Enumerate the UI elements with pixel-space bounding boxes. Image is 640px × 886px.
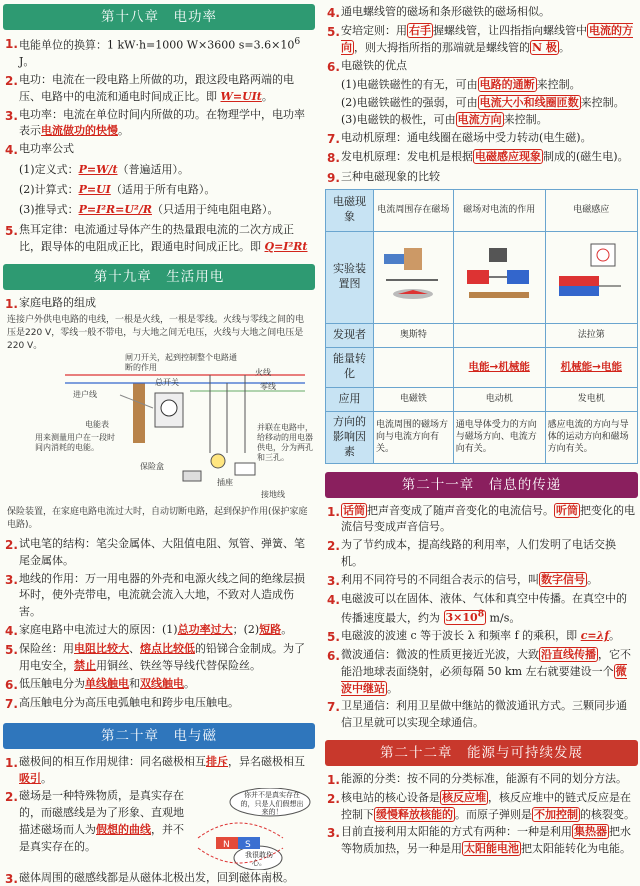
bubble-text: 你并不是真实存在的，只是人们假想出来的！ — [240, 791, 304, 817]
item-text: ，它不能沿地球表面绕射，必须每隔 50 km 左右就要建设一个 — [341, 648, 631, 678]
formula: W=UIt — [220, 89, 262, 103]
item-text: 发电机原理：发电机是根据 — [341, 150, 473, 164]
table-cell: 机械能→电能 — [545, 347, 637, 387]
item-number: 1. — [5, 296, 18, 311]
item-text: (1)电磁铁磁性的有无，可由 — [341, 77, 478, 91]
answer-text: 听筒 — [556, 503, 578, 517]
chapter-19-banner: 第十九章 生活用电 — [3, 264, 315, 290]
item-text: ，核反应堆中的链式反应是在控制下 — [341, 791, 631, 821]
item-text: (2)电磁铁磁性的强弱，可由 — [341, 95, 478, 109]
label-meter-desc: 用来测量用户在一段时间内消耗的电能。 — [35, 433, 115, 453]
answer-text: 不加控制 — [534, 807, 578, 821]
answer-text: 3×10 — [445, 611, 478, 625]
item-text: 电磁铁的优点 — [341, 58, 407, 72]
table-cell: 感应电流的方向与导体的运动方向和磁场方向有关。 — [545, 411, 637, 463]
row-header: 电磁现象 — [326, 189, 374, 231]
label-socket: 插座 — [217, 478, 233, 488]
item-number: 4. — [327, 6, 340, 20]
item-text: (2)计算式： — [19, 182, 79, 196]
answer-text: 假想的曲线 — [96, 822, 151, 836]
meter-dial — [161, 400, 177, 416]
row-header: 发现者 — [326, 323, 374, 347]
item-text: 。 — [184, 676, 195, 690]
list-item — [3, 35, 315, 71]
sub-item — [3, 162, 315, 179]
label-fuse-box: 保险盒 — [140, 462, 164, 472]
sub-item — [3, 182, 315, 199]
list-item — [325, 130, 638, 148]
table-row — [326, 231, 638, 323]
item-number: 9. — [327, 170, 340, 185]
item-number: 2. — [5, 790, 18, 805]
wall-board — [133, 383, 145, 443]
item-text: 磁体周围的磁感线都是从磁体北极出发，回到磁体南极。 — [19, 871, 294, 885]
list-item — [3, 695, 315, 713]
item-number: 6. — [327, 59, 340, 74]
table-row — [326, 189, 638, 231]
item-text: 能源的分类：按不同的分类标准，能源有不同的划分方法。 — [341, 771, 627, 785]
item-text: 试电笔的结构：笔尖金属体、大阻值电阻、氖管、弹簧、笔尾金属体。 — [19, 537, 305, 567]
item-text: ，并不是真实存在的。 — [19, 822, 184, 853]
item-text: 微波通信：微波的性质更接近光波，大致 — [341, 648, 539, 662]
formula: P=W/t — [78, 163, 118, 177]
item-text: 通电螺线管的磁场和条形磁铁的磁场相似。 — [341, 5, 550, 18]
answer-text: 禁止 — [74, 658, 96, 672]
item-text: 。 — [281, 622, 293, 636]
list-item — [3, 72, 315, 105]
table-cell — [453, 323, 545, 347]
item-text: 电动机原理：通电线圈在磁场中受力转动(电生磁)。 — [341, 131, 592, 145]
item-text: 电磁波可以在固体、液体、气体和真空中传播。在真空中的传播速度最大，约为 — [341, 591, 627, 625]
answer-text: 吸引 — [19, 771, 41, 785]
list-item — [325, 824, 638, 857]
comparison-table — [325, 189, 638, 464]
answer-text: 电流做功的快慢 — [41, 124, 118, 138]
answer-text: 缓慢释放核能的 — [376, 807, 453, 821]
item-text: ，异名磁极相互 — [228, 755, 305, 768]
item-number: 8. — [327, 151, 340, 166]
row-header: 应用 — [326, 387, 374, 411]
answer-text: 数字信号 — [541, 572, 585, 586]
answer-text: 电流方向 — [457, 113, 502, 127]
answer-text: 微波中继站 — [341, 664, 627, 695]
item-text: 磁场是一种特殊物质，是真实存在的，而磁感线是为了形象、直观地描述磁场而人为 — [19, 789, 184, 836]
item-number: 3. — [5, 108, 18, 123]
list-item — [325, 169, 638, 187]
list-item — [325, 790, 638, 823]
item-text: 安培定则：用 — [341, 24, 407, 38]
item-text: 、 — [129, 642, 140, 656]
item-number: 5. — [327, 25, 340, 40]
label-neutral-wire: 零线 — [260, 382, 276, 392]
list-item — [3, 222, 315, 255]
item-text: ，则大拇指所指的那端就是螺线管的 — [354, 40, 530, 54]
item-text: ；(2) — [232, 622, 260, 636]
fuse-box-icon — [183, 471, 201, 481]
item-number: 1. — [5, 37, 18, 51]
item-text: （普遍适用）。 — [117, 163, 190, 177]
item-number: 7. — [327, 700, 340, 715]
item-text: 核电站的核心设备是 — [341, 791, 440, 805]
item-text: 。而原子弹则是 — [455, 807, 532, 821]
answer-text: 电阻比较大 — [74, 642, 129, 656]
item-text: 。 — [261, 89, 273, 103]
item-text: 来控制。 — [536, 77, 581, 91]
list-item — [3, 641, 315, 674]
item-text: 把水等物质加热，另一种是用 — [341, 825, 631, 856]
list-item — [3, 141, 315, 159]
item-text: (1)定义式： — [19, 163, 79, 177]
item-number: 3. — [327, 826, 340, 841]
apparatus-cell — [545, 231, 637, 323]
label-knife-switch: 闸刀开关，起到控制整个电路通断的作用 — [125, 353, 237, 373]
item-text: 卫星通信：利用卫星做中继站的微波通讯方式。三颗同步通信卫星就可以实现全球通信。 — [341, 699, 627, 730]
list-item — [3, 622, 315, 640]
superscript: 8 — [477, 608, 485, 620]
table-row — [326, 411, 638, 463]
household-circuit-diagram — [5, 353, 313, 503]
list-item — [325, 628, 638, 646]
item-number: 5. — [5, 643, 18, 658]
answer-text: 电流大小和线圈匝数 — [479, 95, 579, 109]
table-cell: 电能→机械能 — [453, 347, 545, 387]
sub-item — [325, 95, 638, 112]
list-item — [3, 870, 315, 886]
row-header: 实验装置图 — [326, 231, 374, 323]
item-text: m/s。 — [486, 611, 521, 625]
apparatus-cell — [453, 231, 545, 323]
item-text: 。 — [387, 681, 398, 695]
oersted-apparatus-icon — [378, 240, 448, 310]
item-text: （适用于所有电路）。 — [110, 182, 216, 196]
label-main-switch: 总开关 — [155, 378, 179, 388]
list-item — [3, 571, 315, 621]
item-text: 地线的作用：万一用电器的外壳和电源火线之间的绝缘层损坏时，使外壳带电，电流就会流入大地，不致对人造成伤害。 — [19, 571, 305, 619]
item-text: 家庭电路中电流过大的原因：(1) — [19, 622, 178, 636]
socket-icon — [235, 463, 255, 475]
item-text: 制成的(磁生电)。 — [543, 150, 629, 164]
answer-text: 右手 — [409, 24, 431, 38]
item-text: 来控制。 — [503, 113, 548, 127]
circuit-caption-top: 连接户外供电电路的电线，一根是火线，一根是零线。火线与零线之间的电压是220 V，零线一般不带电，与大地之间无电压，火线与大地之间电压是220 V。 — [7, 315, 305, 352]
answer-text: 熔点比较低 — [140, 642, 195, 656]
item-text: 。 — [41, 771, 52, 785]
list-item — [3, 788, 188, 855]
item-text: 来控制。 — [580, 95, 625, 109]
answer-text: N 极 — [532, 40, 557, 54]
row-header: 方向的影响因素 — [326, 411, 374, 463]
answer-text: 双线触电 — [140, 676, 184, 690]
apparatus-cell — [374, 231, 454, 323]
list-item — [325, 537, 638, 570]
label-ground-wire: 接地线 — [261, 490, 285, 500]
item-number: 3. — [5, 572, 18, 587]
table-cell: 电磁感应 — [545, 189, 637, 231]
south-pole-label: S — [245, 840, 251, 851]
item-text: 的铅锑合金制成。为了用电安全， — [19, 642, 305, 672]
table-cell: 发电机 — [545, 387, 637, 411]
sub-item — [3, 202, 315, 219]
answer-text: 短路 — [259, 622, 282, 636]
answer-text: 电路的通断 — [479, 77, 535, 91]
motor-apparatus-icon — [459, 240, 539, 310]
list-item — [325, 647, 638, 697]
item-number: 2. — [327, 539, 340, 554]
item-text: 。 — [558, 40, 570, 54]
bubble-text: 我很敢伤心。 — [245, 851, 273, 868]
item-text: 用铜丝、铁丝等导线代替保险丝。 — [96, 658, 261, 672]
right-column — [321, 0, 640, 859]
table-row — [326, 347, 638, 387]
table-cell: 电磁铁 — [374, 387, 454, 411]
chapter-21-banner: 第二十一章 信息的传递 — [325, 472, 638, 498]
answer-text: 总功率过大 — [177, 622, 233, 636]
item-text: 。 — [587, 572, 598, 586]
table-row — [326, 387, 638, 411]
table-cell: 电动机 — [453, 387, 545, 411]
magnet-section — [3, 788, 315, 870]
table-cell: 法拉第 — [545, 323, 637, 347]
answer-text: 电流的方向 — [341, 24, 633, 54]
item-text: J。 — [19, 55, 35, 69]
item-number: 1. — [327, 504, 340, 519]
formula: Q=I²Rt — [264, 240, 308, 254]
chapter-20-banner: 第二十章 电与磁 — [3, 723, 315, 749]
item-text: 保险丝：用 — [19, 642, 74, 656]
item-number: 4. — [327, 592, 340, 607]
bulb-icon — [211, 454, 225, 468]
item-text: 电能单位的换算：1 kW·h=1000 W×3600 s=3.6×10 — [19, 38, 295, 52]
formula: P=UI — [78, 182, 111, 196]
magnet-illustration — [188, 788, 315, 870]
table-cell: 奥斯特 — [374, 323, 454, 347]
list-item — [325, 149, 638, 167]
list-item — [325, 23, 638, 56]
label-socket-desc: 并联在电路中，给移动的用电器供电，分为两孔和三孔。 — [257, 423, 313, 463]
item-number: 4. — [5, 142, 18, 157]
item-number: 6. — [327, 649, 340, 664]
row-header: 能量转化 — [326, 347, 374, 387]
item-text: (3)推导式： — [19, 202, 79, 216]
item-text: 电磁波的波速 c 等于波长 λ 和频率 f 的乘积，即 — [341, 628, 581, 642]
item-text: 电功率公式 — [19, 141, 74, 155]
table-cell: 通电导体受力的方向与磁场方向、电流方向有关。 — [453, 411, 545, 463]
item-text: 焦耳定律：电流通过导体产生的热量跟电流的二次方成正比，跟导体的电阻成正比，跟通电时间成正比。即 — [19, 223, 294, 254]
superscript: 6 — [294, 36, 301, 47]
item-text: 家庭电路的组成 — [19, 295, 96, 309]
item-text: 的核裂变。 — [580, 807, 635, 821]
list-item — [3, 676, 315, 694]
answer-text: 核反应堆 — [442, 791, 486, 805]
list-item — [325, 503, 638, 536]
table-cell: 电流周围存在磁场 — [374, 189, 454, 231]
table-cell — [374, 347, 454, 387]
sub-item — [325, 112, 638, 129]
list-item — [325, 771, 638, 789]
list-item — [3, 107, 315, 140]
item-text: 三种电磁现象的比较 — [341, 169, 440, 183]
list-item — [325, 698, 638, 731]
answer-text: 单线触电 — [85, 676, 129, 690]
formula: P=I²R=U²/R — [78, 202, 152, 216]
item-text: 把变化的电流信号变成声音信号。 — [341, 503, 635, 534]
answer-text: 话筒 — [343, 503, 365, 517]
field-line — [198, 823, 283, 838]
item-number: 7. — [327, 132, 340, 147]
list-item — [3, 536, 315, 569]
item-text: 把声音变成了随声音变化的电流信号。 — [367, 503, 554, 517]
north-pole-label: N — [223, 840, 230, 851]
list-item — [3, 295, 315, 313]
item-text: 电功率：电流在单位时间内所做的功。在物理学中，电功率表示 — [19, 107, 305, 138]
answer-text: c=λf — [580, 628, 610, 642]
item-text: 磁极间的相互作用规律：同名磁极相互 — [19, 755, 206, 768]
item-number: 3. — [327, 573, 340, 588]
table-cell: 磁场对电流的作用 — [453, 189, 545, 231]
item-text: 电功：电流在一段电路上所做的功，跟这段电路两端的电压、电路中的电流和通电时间成正比。即 — [19, 73, 294, 103]
item-text: （只适用于纯电阻电路）。 — [151, 202, 279, 216]
item-text: 和 — [129, 676, 140, 690]
item-number: 2. — [5, 74, 18, 89]
list-item — [325, 591, 638, 627]
item-number: 3. — [5, 872, 18, 886]
item-text: 把太阳能转化为电能。 — [521, 842, 631, 856]
answer-text: 排斥 — [206, 755, 228, 768]
item-number: 2. — [327, 792, 340, 807]
item-number: 7. — [5, 696, 18, 711]
item-text: 握螺线管，让四指指向螺线管中 — [433, 24, 587, 38]
chapter-18-banner: 第十八章 电功率 — [3, 4, 315, 30]
item-text: 为了节约成本，提高线路的利用率，人们发明了电话交换机。 — [341, 538, 616, 568]
label-service-entrance: 进户线 — [73, 390, 97, 400]
item-number: 1. — [327, 772, 340, 787]
generator-apparatus-icon — [551, 240, 631, 310]
list-item — [325, 572, 638, 590]
item-number: 5. — [327, 629, 340, 644]
item-text: 利用不同符号的不同组合表示的信号，叫 — [341, 572, 539, 586]
left-column — [0, 0, 318, 886]
item-number: 4. — [5, 623, 18, 638]
list-item — [325, 58, 638, 76]
label-live-wire: 火线 — [255, 368, 271, 378]
answer-text: 电磁感应现象 — [475, 150, 541, 164]
item-text: 。 — [609, 628, 621, 642]
item-text: 高压触电分为高压电弧触电和跨步电压触电。 — [19, 695, 239, 709]
answer-text: 沿直线传播 — [541, 648, 596, 662]
list-item — [3, 754, 315, 787]
item-text: (3)电磁铁的极性，可由 — [341, 113, 456, 127]
item-number: 5. — [5, 224, 18, 239]
list-item — [325, 4, 638, 22]
item-number: 2. — [5, 538, 18, 553]
item-number: 1. — [5, 756, 18, 770]
item-text: 。 — [118, 124, 129, 138]
circuit-caption-bottom: 保险装置，在家庭电路电流过大时，自动切断电路，起到保护作用(保护家庭电路)。 — [7, 507, 308, 531]
table-row — [326, 323, 638, 347]
item-text: 低压触电分为 — [19, 676, 85, 690]
table-cell: 电流周围的磁场方向与电流方向有关。 — [374, 411, 454, 463]
item-text: 目前直接利用太阳能的方式有两种：一种是利用 — [341, 825, 572, 839]
item-number: 6. — [5, 677, 18, 692]
answer-text: 集热器 — [574, 825, 607, 839]
sub-item — [325, 77, 638, 94]
label-energy-meter: 电能表 — [85, 420, 109, 430]
chapter-22-banner: 第二十二章 能源与可持续发展 — [325, 740, 638, 766]
answer-text: 太阳能电池 — [464, 842, 519, 856]
